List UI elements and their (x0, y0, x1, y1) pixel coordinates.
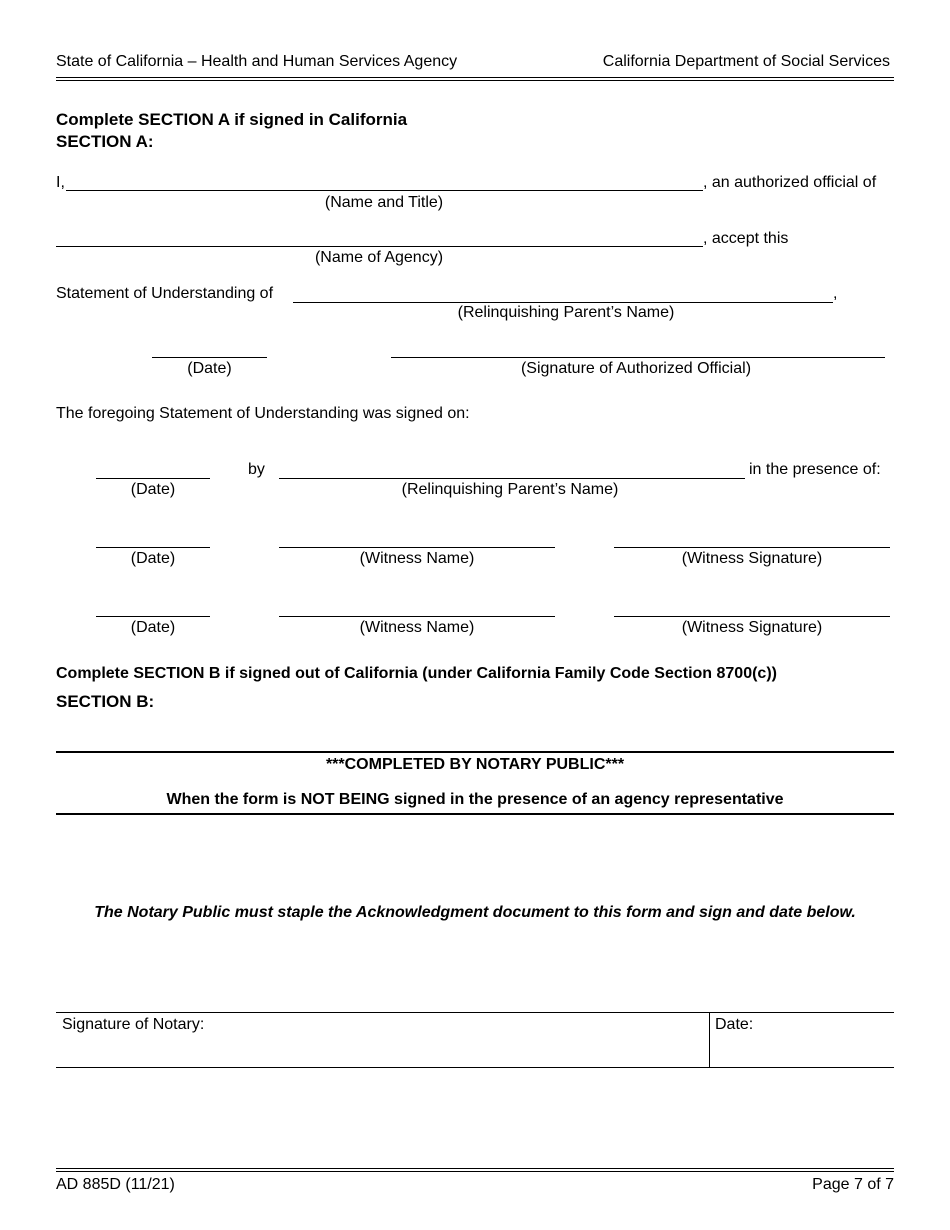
name-and-title-field[interactable] (66, 190, 703, 191)
notary-signature-field[interactable] (56, 1013, 708, 1067)
header-agency: State of California – Health and Human Services Agency (56, 53, 458, 70)
witness-1-name-caption: (Witness Name) (359, 550, 475, 567)
notary-box-top-border (56, 751, 894, 753)
notary-table-bottom-border (56, 1067, 894, 1068)
footer-divider (56, 1168, 894, 1169)
official-signature-field[interactable] (391, 357, 885, 358)
witness-2-name-field[interactable] (279, 616, 555, 617)
agency-name-field[interactable] (56, 246, 703, 247)
footer-form-id: AD 885D (11/21) (56, 1176, 175, 1193)
notary-subtitle: When the form is NOT BEING signed in the presence of an agency representative (166, 791, 784, 808)
line1-suffix: , an authorized official of (703, 174, 877, 191)
by-label: by (248, 461, 265, 478)
witness-2-signature-caption: (Witness Signature) (681, 619, 823, 636)
witness-2-date-field[interactable] (96, 616, 210, 617)
signed-date-field[interactable] (96, 478, 210, 479)
official-signature-caption: (Signature of Authorized Official) (520, 360, 752, 377)
official-date-field[interactable] (152, 357, 267, 358)
presence-text: in the presence of: (749, 461, 881, 478)
header-divider-2 (56, 80, 894, 81)
section-a-title: SECTION A: (56, 132, 154, 151)
witness-1-signature-field[interactable] (614, 547, 890, 548)
signed-parent-caption: (Relinquishing Parent’s Name) (401, 481, 619, 498)
staple-note: The Notary Public must staple the Acknowledgment document to this form and sign and date below. (94, 904, 856, 921)
line1-prefix: I, (56, 174, 65, 191)
name-and-title-caption: (Name and Title) (324, 194, 444, 211)
signed-on-text: The foregoing Statement of Understanding was signed on: (56, 405, 470, 422)
agency-name-caption: (Name of Agency) (314, 249, 444, 266)
witness-2-signature-field[interactable] (614, 616, 890, 617)
line2-suffix: , accept this (703, 230, 789, 247)
witness-1-date-caption: (Date) (130, 550, 176, 567)
section-b-title: SECTION B: (56, 692, 155, 711)
relinquishing-parent-caption: (Relinquishing Parent’s Name) (457, 304, 675, 321)
notary-date-field[interactable] (710, 1013, 894, 1067)
section-b-instruction: Complete SECTION B if signed out of California (under California Family Code Section 8700(c)) (56, 665, 777, 682)
witness-1-name-field[interactable] (279, 547, 555, 548)
witness-1-signature-caption: (Witness Signature) (681, 550, 823, 567)
signed-date-caption: (Date) (130, 481, 176, 498)
relinquishing-parent-field[interactable] (293, 302, 833, 303)
notary-signature-label: Signature of Notary: (62, 1016, 205, 1033)
notary-date-label: Date: (715, 1016, 754, 1033)
footer-page-number: Page 7 of 7 (812, 1176, 894, 1193)
footer-divider-2 (56, 1171, 894, 1172)
official-date-caption: (Date) (187, 360, 232, 377)
header-divider (56, 77, 894, 78)
line3-suffix: , (833, 285, 838, 302)
witness-2-date-caption: (Date) (130, 619, 176, 636)
notary-banner: ***COMPLETED BY NOTARY PUBLIC*** (325, 756, 625, 773)
witness-2-name-caption: (Witness Name) (359, 619, 475, 636)
signed-parent-field[interactable] (279, 478, 745, 479)
section-a-instruction: Complete SECTION A if signed in California (56, 110, 408, 129)
line3-prefix: Statement of Understanding of (56, 285, 274, 302)
witness-1-date-field[interactable] (96, 547, 210, 548)
notary-box-bottom-border (56, 813, 894, 815)
header-department: California Department of Social Services (602, 53, 890, 70)
